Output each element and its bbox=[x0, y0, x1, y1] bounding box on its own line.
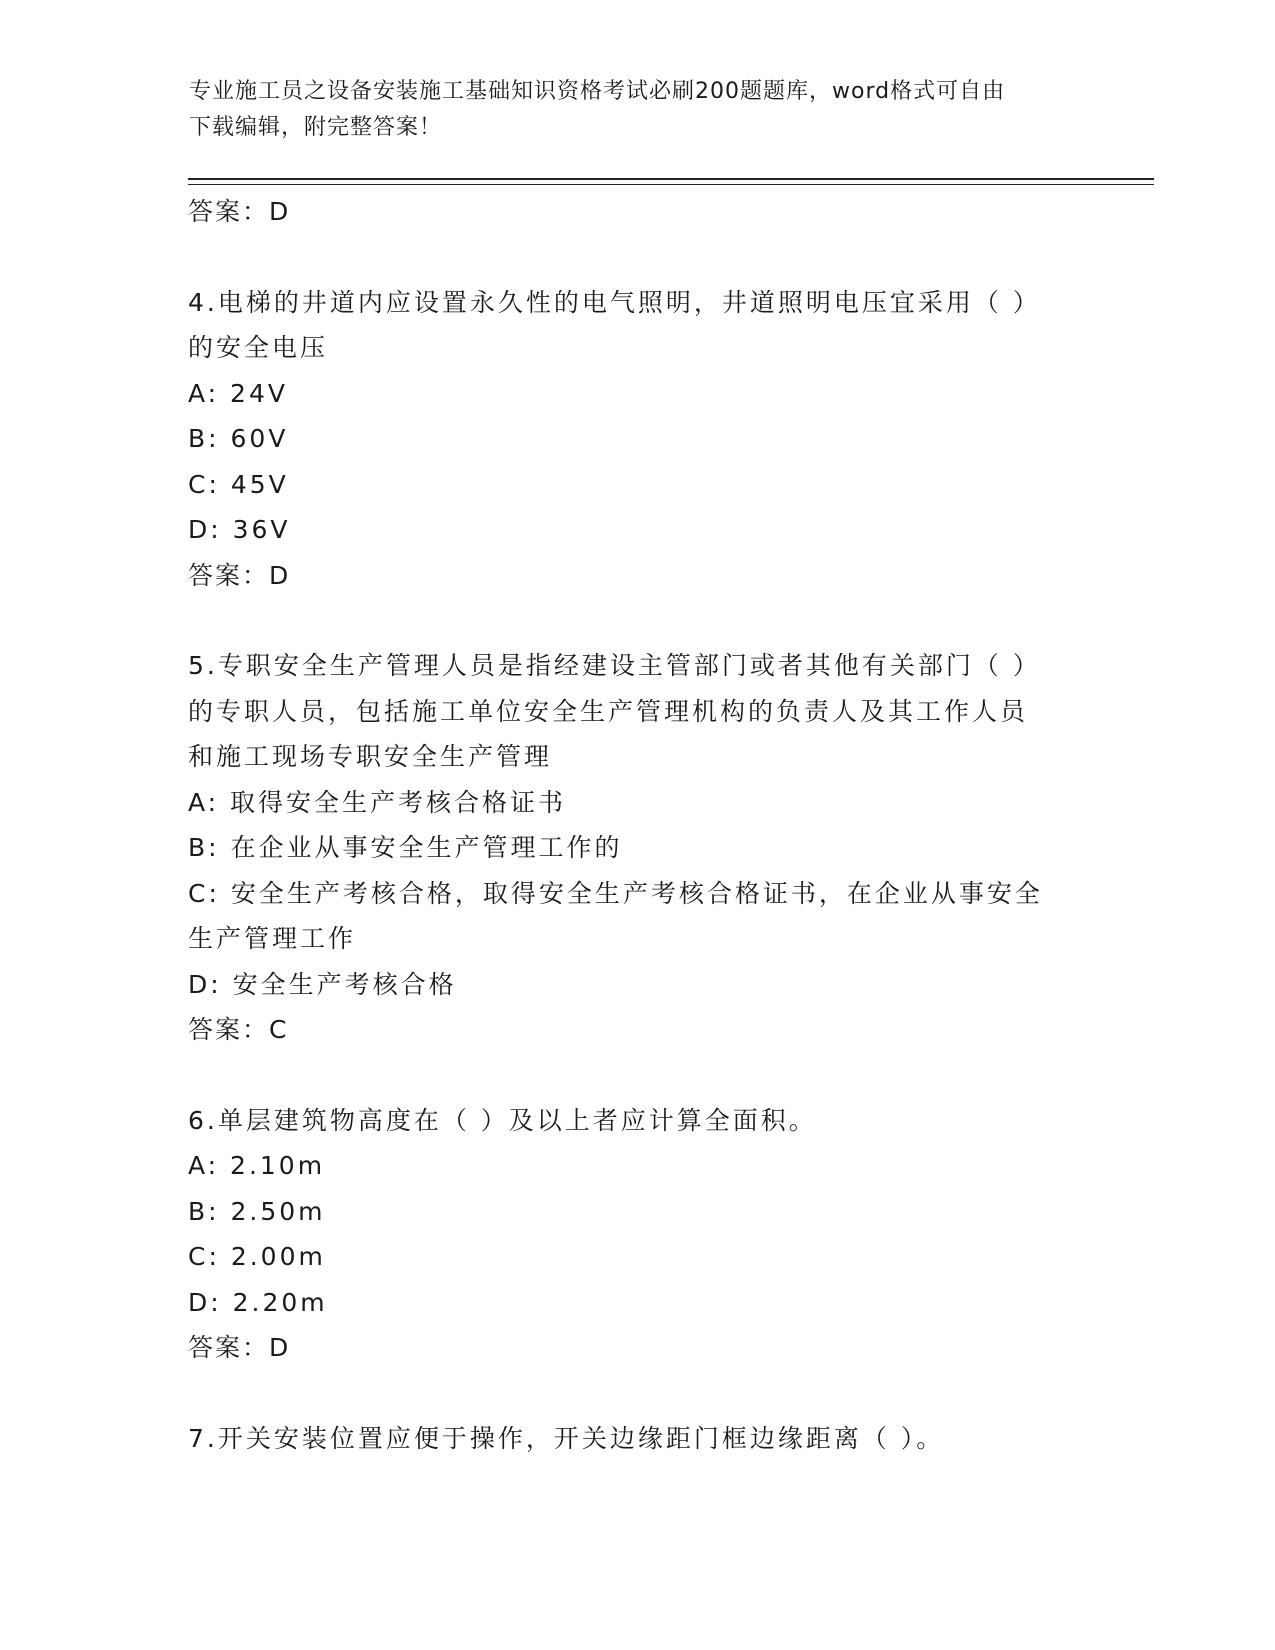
answer-line: 答案：C bbox=[188, 1015, 289, 1044]
question-6 bbox=[188, 1098, 1088, 1371]
question-text-line: 的安全电压 bbox=[188, 333, 329, 362]
spacer bbox=[188, 1371, 1088, 1416]
spacer bbox=[188, 598, 1088, 643]
answer-line: 答案：D bbox=[188, 560, 291, 590]
option-d: D: 36V bbox=[188, 515, 291, 544]
option-d: D: 2.20m bbox=[188, 1287, 328, 1317]
question-5 bbox=[188, 643, 1088, 1053]
option-b: B: 2.50m bbox=[188, 1196, 326, 1226]
option-c: C: 45V bbox=[188, 469, 289, 499]
document-header bbox=[189, 74, 1089, 146]
option-d: D: 安全生产考核合格 bbox=[188, 969, 457, 999]
option-c: C: 安全生产考核合格，取得安全生产考核合格证书，在企业从事安全 bbox=[188, 878, 1043, 908]
spacer bbox=[188, 1053, 1088, 1098]
header-line-2: 下载编辑，附完整答案！ bbox=[189, 115, 443, 140]
option-c-continued: 生产管理工作 bbox=[188, 924, 357, 953]
question-text-line: 6.单层建筑物高度在（ ）及以上者应计算全面积。 bbox=[188, 1105, 817, 1135]
question-text-line: 5.专职安全生产管理人员是指经建设主管部门或者其他有关部门（ ） bbox=[188, 651, 1041, 680]
answer-line: 答案：D bbox=[188, 197, 291, 226]
spacer bbox=[188, 235, 1088, 280]
option-b: B: 在企业从事安全生产管理工作的 bbox=[188, 833, 623, 862]
question-7 bbox=[188, 1416, 1088, 1462]
option-c: C: 2.00m bbox=[188, 1242, 326, 1271]
question-4 bbox=[188, 280, 1088, 599]
option-a: A: 24V bbox=[188, 378, 288, 408]
header-line-1: 专业施工员之设备安装施工基础知识资格考试必刷200题题库，word格式可自由 bbox=[189, 79, 1006, 104]
document-body bbox=[188, 189, 1088, 1461]
answer-line: 答案：D bbox=[188, 1333, 291, 1362]
header-divider-thin bbox=[188, 184, 1154, 185]
header-divider-thick bbox=[188, 178, 1154, 180]
option-a: A: 取得安全生产考核合格证书 bbox=[188, 787, 567, 817]
question-text-line: 的专职人员，包括施工单位安全生产管理机构的负责人及其工作人员 bbox=[188, 696, 1029, 726]
question-text-line: 4.电梯的井道内应设置永久性的电气照明，井道照明电压宜采用（ ） bbox=[188, 287, 1041, 317]
option-a: A: 2.10m bbox=[188, 1151, 326, 1180]
option-b: B: 60V bbox=[188, 424, 289, 453]
question-text-line: 7.开关安装位置应便于操作，开关边缘距门框边缘距离（ ）。 bbox=[188, 1423, 945, 1453]
question-text-line: 和施工现场专职安全生产管理 bbox=[188, 742, 553, 771]
